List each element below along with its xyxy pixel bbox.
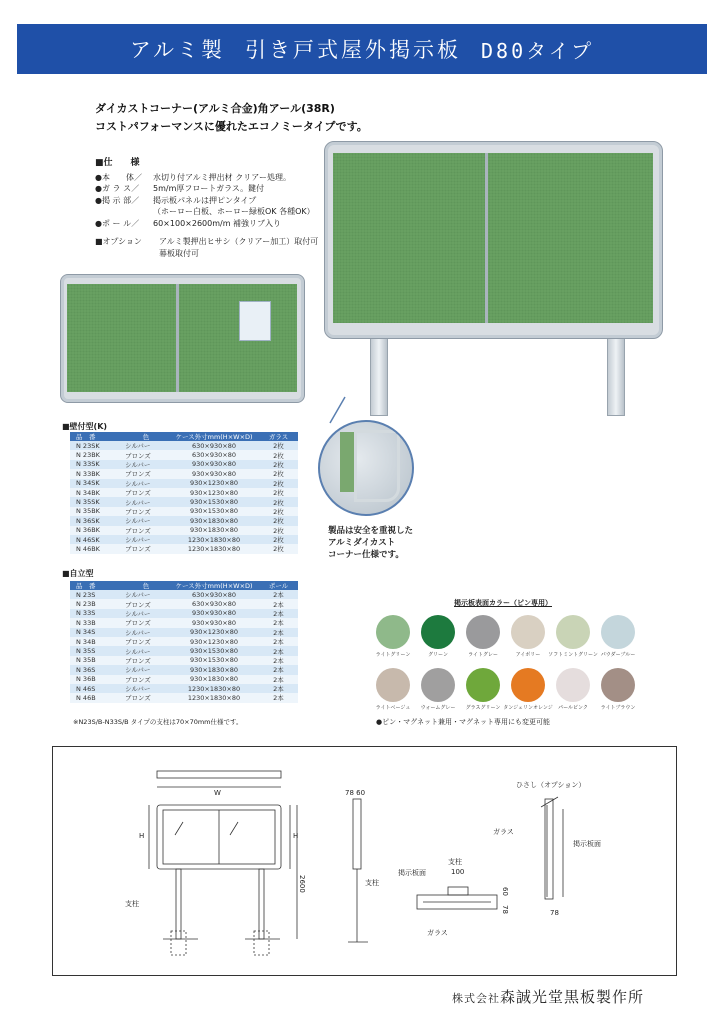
table-row — [70, 450, 298, 459]
table-row — [70, 675, 298, 684]
table-row — [70, 637, 298, 646]
table-cell: 930×1830×80 — [169, 526, 259, 535]
table-cell: 2枚 — [259, 441, 298, 450]
spec-row — [95, 195, 318, 207]
color-swatch — [466, 668, 500, 702]
table-row — [70, 441, 298, 450]
table-cell: ブロンズ — [123, 637, 169, 646]
table-cell: N 36S — [70, 665, 123, 674]
label-post: 支柱 — [125, 900, 139, 908]
table-row — [70, 609, 298, 618]
table-cell: N 46S — [70, 684, 123, 693]
table-cell: N 23S — [70, 590, 123, 599]
table-cell: 930×1530×80 — [169, 507, 259, 516]
dim-h: H — [139, 832, 145, 840]
table-cell: 2枚 — [259, 507, 298, 516]
table-cell: N 23SK — [70, 441, 123, 450]
table-cell: 2枚 — [259, 497, 298, 506]
stand-table-body — [70, 590, 298, 703]
headline — [95, 100, 368, 136]
table-cell: N 36BK — [70, 526, 123, 535]
label-side-glass: ガラス — [493, 828, 514, 836]
col-header: 品 番 — [70, 581, 123, 590]
company-prefix: 株式会社 — [452, 992, 500, 1005]
standing-board-photo — [324, 141, 663, 339]
table-cell: 630×930×80 — [169, 450, 259, 459]
table-cell: 1230×1830×80 — [169, 684, 259, 693]
table-cell: N 23B — [70, 599, 123, 608]
table-row — [70, 526, 298, 535]
dim-60: 60 — [501, 887, 509, 896]
table-cell: シルバー — [123, 516, 169, 525]
label-section-post: 支柱 — [448, 858, 462, 866]
table-cell: N 36SK — [70, 516, 123, 525]
table-cell: 2本 — [259, 646, 298, 655]
table-cell: 2枚 — [259, 544, 298, 553]
spec-row — [95, 206, 318, 218]
table-cell: 2枚 — [259, 469, 298, 478]
table-cell: ブロンズ — [123, 693, 169, 702]
swatch-title: 掲示板表面カラー（ピン専用） — [454, 599, 552, 607]
title-bar — [17, 24, 707, 74]
table-cell: 2本 — [259, 656, 298, 665]
label-post-side: 支柱 — [365, 879, 379, 887]
table-cell: 2本 — [259, 599, 298, 608]
board-panel-left — [67, 284, 176, 392]
wall-table-body — [70, 441, 298, 554]
swatch-label: グリーン — [428, 652, 448, 658]
callout-line: アルミダイカスト — [328, 538, 396, 548]
table-cell: 2枚 — [259, 526, 298, 535]
technical-drawing — [52, 746, 677, 976]
wall-board-photo — [60, 274, 305, 403]
table-cell: N 34B — [70, 637, 123, 646]
title-material: アルミ製 — [129, 38, 226, 62]
spec-row — [95, 183, 318, 195]
callout-line: コーナー仕様です。 — [328, 550, 404, 560]
table-cell: 930×1230×80 — [169, 637, 259, 646]
headline-line1: ダイカストコーナー(アルミ合金)角アール(38R) — [95, 102, 335, 115]
company-main: 森誠光堂黒板製作所 — [500, 988, 645, 1006]
table-cell: N 34S — [70, 628, 123, 637]
table-cell: N 33B — [70, 618, 123, 627]
spec-heading: ■仕 様 — [95, 158, 140, 168]
table-cell: 2本 — [259, 609, 298, 618]
spec-key: ●ガ ラ ス／ — [95, 184, 140, 193]
table-row — [70, 656, 298, 665]
table-cell: N 46B — [70, 693, 123, 702]
table-row — [70, 497, 298, 506]
table-cell: N 33S — [70, 609, 123, 618]
table-cell: 2本 — [259, 618, 298, 627]
table-cell: 930×1230×80 — [169, 628, 259, 637]
table-row — [70, 665, 298, 674]
spec-row — [95, 218, 318, 230]
dim-78: 78 — [501, 905, 509, 914]
color-swatch — [601, 668, 635, 702]
label-glass: ガラス — [427, 929, 448, 937]
table-cell: ブロンズ — [123, 618, 169, 627]
swatch-label: ライトブラウン — [600, 705, 636, 711]
table-cell: 930×930×80 — [169, 618, 259, 627]
board-panel-right — [488, 153, 653, 323]
col-header: 品 番 — [70, 432, 123, 441]
table-cell: 2本 — [259, 665, 298, 674]
table-row — [70, 684, 298, 693]
table-cell: 2本 — [259, 590, 298, 599]
table-cell: N 35SK — [70, 497, 123, 506]
table-cell: 930×1530×80 — [169, 497, 259, 506]
dim-side-78: 78 — [550, 909, 559, 917]
table-cell: N 35B — [70, 656, 123, 665]
table-cell: N 46SK — [70, 535, 123, 544]
dim-100: 100 — [451, 868, 465, 876]
spec-key — [95, 206, 153, 218]
table-cell: ブロンズ — [123, 675, 169, 684]
color-swatch — [376, 615, 410, 649]
dim-h2: H — [293, 832, 299, 840]
table-note: ※N23S/B-N33S/B タイプの支柱は70×70mm仕様です。 — [73, 718, 243, 726]
swatch-label: パウダーブルー — [600, 652, 636, 658]
table-cell: N 35S — [70, 646, 123, 655]
swatch-label: グラスグリーン — [465, 705, 501, 711]
option-key: ■オプション — [95, 237, 142, 246]
table-cell: シルバー — [123, 665, 169, 674]
col-header: 色 — [123, 581, 169, 590]
spec-value: 60×100×2600m/m 補強リブ入り — [153, 218, 282, 228]
color-swatch — [421, 668, 455, 702]
table-cell: 2枚 — [259, 535, 298, 544]
table-row — [70, 479, 298, 488]
table-cell: 1230×1830×80 — [169, 544, 259, 553]
color-swatch — [376, 668, 410, 702]
color-swatch — [511, 668, 545, 702]
label-side-board: 掲示板面 — [573, 840, 601, 848]
callout-caption — [328, 525, 413, 561]
swatch-label: ライトベージュ — [375, 705, 411, 711]
dim-height: 2600 — [298, 875, 306, 893]
table-cell: 930×1230×80 — [169, 488, 259, 497]
closeup-felt — [340, 432, 354, 492]
table-cell: N 33BK — [70, 469, 123, 478]
color-swatch — [601, 615, 635, 649]
wall-table-title: ■壁付型(K) — [62, 422, 108, 431]
table-cell: ブロンズ — [123, 450, 169, 459]
swatch-label: ウォームグレー — [420, 705, 456, 711]
spec-key: ●掲 示 部／ — [95, 195, 140, 205]
table-cell: 2本 — [259, 637, 298, 646]
callout-line: 製品は安全を重視した — [328, 526, 414, 536]
swatch-note: ●ピン・マグネット兼用・マグネット専用にも変更可能 — [376, 718, 550, 726]
label-board-surface: 掲示板面 — [398, 869, 426, 877]
color-swatch — [466, 615, 500, 649]
table-cell: 930×1530×80 — [169, 656, 259, 665]
table-row — [70, 516, 298, 525]
color-swatch — [421, 615, 455, 649]
table-cell: 930×1530×80 — [169, 646, 259, 655]
table-row — [70, 618, 298, 627]
col-header: ケース外寸mm(H×W×D) — [169, 581, 259, 590]
table-cell: 630×930×80 — [169, 590, 259, 599]
table-cell: 930×930×80 — [169, 460, 259, 469]
dim-depth: 78 60 — [345, 789, 366, 797]
table-row — [70, 507, 298, 516]
table-row — [70, 628, 298, 637]
wall-spec-table — [70, 432, 298, 554]
table-cell: 630×930×80 — [169, 599, 259, 608]
table-cell: 2本 — [259, 675, 298, 684]
table-row — [70, 488, 298, 497]
table-cell: シルバー — [123, 590, 169, 599]
table-cell: シルバー — [123, 460, 169, 469]
table-cell: ブロンズ — [123, 507, 169, 516]
spec-option-2 — [95, 248, 318, 260]
swatch-label: ソフトミントグリーン — [548, 652, 598, 658]
table-cell: 2枚 — [259, 488, 298, 497]
spec-option — [95, 236, 318, 248]
table-cell: シルバー — [123, 628, 169, 637]
table-cell: シルバー — [123, 684, 169, 693]
board-panel-left — [333, 153, 485, 323]
table-cell: N 36B — [70, 675, 123, 684]
table-cell: 2枚 — [259, 450, 298, 459]
swatch-label: ライトグレー — [468, 652, 498, 658]
table-cell: 2枚 — [259, 479, 298, 488]
col-header: ケース外寸mm(H×W×D) — [169, 432, 259, 441]
table-cell: 1230×1830×80 — [169, 535, 259, 544]
table-cell: 930×1830×80 — [169, 665, 259, 674]
spec-row — [95, 172, 318, 184]
color-swatch — [511, 615, 545, 649]
board-post-right — [607, 332, 625, 416]
swatch-label: ライトグリーン — [375, 652, 411, 658]
table-cell: 930×930×80 — [169, 609, 259, 618]
table-cell: N 33SK — [70, 460, 123, 469]
spec-value: 掲示板パネルは押ピンタイプ — [153, 195, 257, 205]
color-swatch — [556, 668, 590, 702]
title-product: 引き戸式屋外掲示板 — [245, 38, 462, 62]
swatch-label: パールピンク — [558, 705, 588, 711]
option-value-2: 幕板取付可 — [159, 248, 199, 258]
table-cell: ブロンズ — [123, 656, 169, 665]
option-value: アルミ製押出ヒサシ（クリアー加工）取付可 — [159, 237, 319, 246]
notice-paper — [239, 301, 271, 341]
table-row — [70, 535, 298, 544]
table-row — [70, 599, 298, 608]
headline-line2: コストパフォーマンスに優れたエコノミータイプです。 — [95, 120, 368, 133]
table-cell: 930×1830×80 — [169, 516, 259, 525]
spec-list — [95, 158, 318, 259]
stand-spec-table — [70, 581, 298, 703]
stand-table-title: ■自立型 — [62, 569, 94, 578]
label-canopy: ひさし（オプション） — [516, 781, 586, 789]
table-cell: 630×930×80 — [169, 441, 259, 450]
col-header: 色 — [123, 432, 169, 441]
table-cell: 2本 — [259, 684, 298, 693]
table-cell: N 46BK — [70, 544, 123, 553]
table-row — [70, 460, 298, 469]
table-cell: 930×930×80 — [169, 469, 259, 478]
corner-closeup-photo — [318, 420, 414, 516]
title-model: D80タイプ — [481, 38, 595, 63]
col-header: ポール — [259, 581, 298, 590]
spec-value: 5m/m厚フロートガラス。鍵付 — [153, 184, 265, 193]
table-cell: ブロンズ — [123, 488, 169, 497]
table-cell: ブロンズ — [123, 544, 169, 553]
table-cell: 2本 — [259, 693, 298, 702]
table-row — [70, 646, 298, 655]
table-cell: N 23BK — [70, 450, 123, 459]
dim-w: W — [214, 789, 221, 797]
table-cell: シルバー — [123, 441, 169, 450]
spec-value: （ホーロー白板、ホーロー緑板OK 各種OK） — [153, 207, 315, 216]
table-cell: N 35BK — [70, 507, 123, 516]
color-swatch — [556, 615, 590, 649]
table-cell: シルバー — [123, 646, 169, 655]
table-cell: シルバー — [123, 497, 169, 506]
table-cell: シルバー — [123, 479, 169, 488]
board-panel-right — [179, 284, 297, 392]
table-cell: シルバー — [123, 609, 169, 618]
table-cell: シルバー — [123, 535, 169, 544]
table-row — [70, 544, 298, 553]
swatch-label: タンジェリンオレンジ — [503, 705, 553, 711]
table-cell: N 34SK — [70, 479, 123, 488]
col-header: ガラス — [259, 432, 298, 441]
closeup-frame — [354, 430, 400, 502]
table-cell: N 34BK — [70, 488, 123, 497]
swatch-label: アイボリー — [515, 652, 541, 658]
table-row — [70, 590, 298, 599]
table-cell: 930×1230×80 — [169, 479, 259, 488]
table-cell: 2本 — [259, 628, 298, 637]
table-cell: ブロンズ — [123, 526, 169, 535]
table-cell: ブロンズ — [123, 599, 169, 608]
spec-key: ●本 体／ — [95, 172, 142, 182]
table-cell: 2枚 — [259, 516, 298, 525]
table-cell: 930×1830×80 — [169, 675, 259, 684]
company-name — [452, 986, 644, 1007]
table-cell: ブロンズ — [123, 469, 169, 478]
table-cell: 2枚 — [259, 460, 298, 469]
spec-value: 水切り付アルミ押出材 クリアー処理。 — [153, 172, 291, 182]
table-row — [70, 693, 298, 702]
spec-key: ●ポ ー ル／ — [95, 218, 140, 228]
table-cell: 1230×1830×80 — [169, 693, 259, 702]
table-row — [70, 469, 298, 478]
